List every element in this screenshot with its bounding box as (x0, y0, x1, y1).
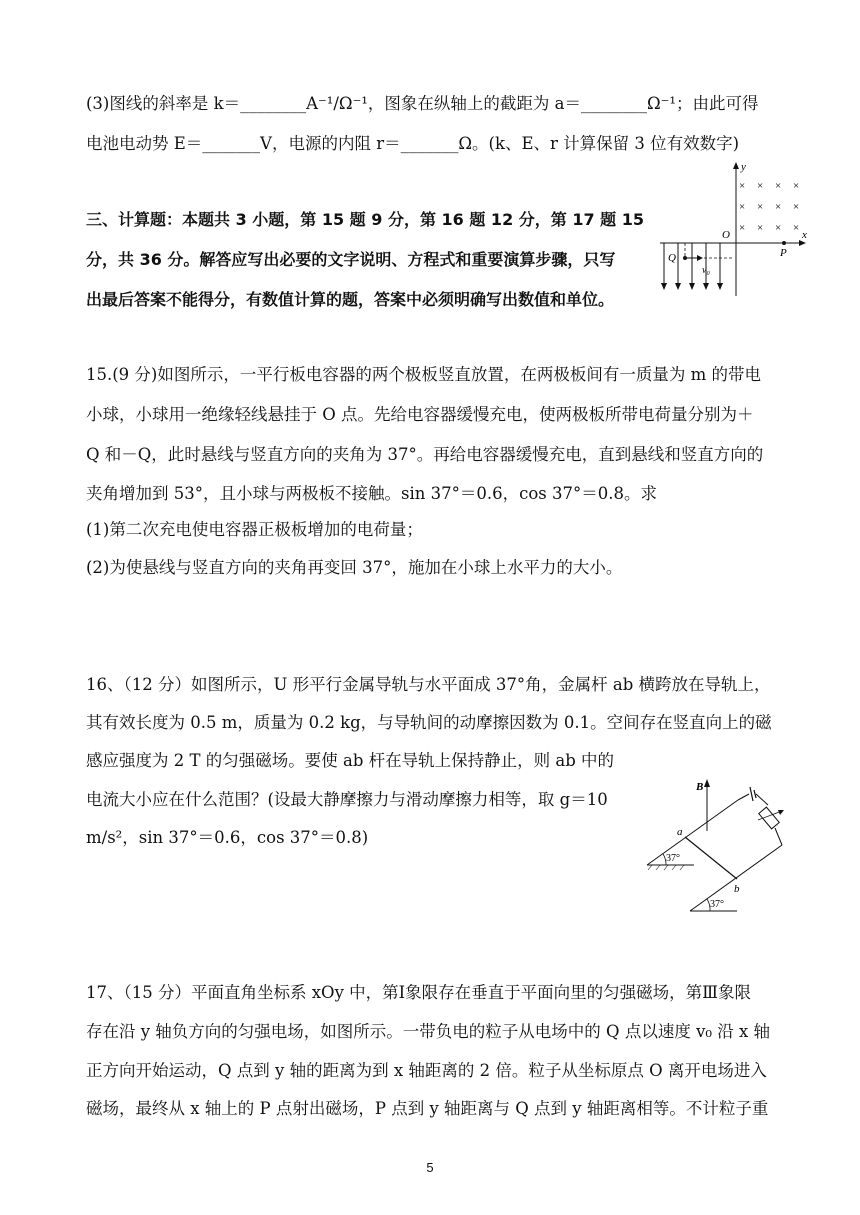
svg-text:×: × (793, 180, 800, 192)
q16-line2: 其有效长度为 0.5 m，质量为 0.2 kg，与导轨间的动摩擦因数为 0.1。空间存在竖直向上的磁 (86, 713, 772, 732)
svg-text:×: × (739, 222, 746, 234)
velocity-label: v₀ (702, 265, 710, 276)
rail-diagram (644, 773, 814, 918)
svg-text:×: × (739, 201, 746, 213)
svg-text:×: × (757, 180, 764, 192)
angle-label-upper: 37° (666, 853, 680, 864)
section3-header-line1: 三、计算题：本题共 3 小题，第 15 题 9 分，第 16 题 12 分，第 17 题 15 (86, 210, 645, 229)
svg-text:×: × (775, 201, 782, 213)
point-q-label: Q (668, 252, 676, 264)
q16-line5: m/s²，sin 37°＝0.6，cos 37°＝0.8) (86, 828, 369, 847)
q17-line2: 存在沿 y 轴负方向的匀强电场，如图所示。一带负电的粒子从电场中的 Q 点以速度 v₀ 沿 x 轴 (86, 1022, 771, 1041)
point-p (782, 241, 786, 245)
q15-line6: (2)为使悬线与竖直方向的夹角再变回 37°，施加在小球上水平力的大小。 (86, 558, 623, 577)
magnetic-field-crosses (739, 180, 799, 234)
b-field-label: B (696, 781, 704, 793)
q15-line5: (1)第二次充电使电容器正极板增加的电荷量； (86, 520, 423, 539)
x-axis-label: x (802, 229, 807, 241)
q14-part3-line1: (3)图线的斜率是 k＝________A⁻¹/Ω⁻¹，图象在纵轴上的截距为 a＝________Ω⁻¹；由此可得 (86, 94, 759, 113)
origin-label: O (722, 229, 730, 241)
rod-end-b-label: b (734, 883, 740, 895)
svg-text:×: × (793, 222, 800, 234)
q16-line1: 16、（12 分）如图所示，U 形平行金属导轨与水平面成 37°角，金属杆 ab 横跨放在导轨上， (86, 675, 771, 694)
y-axis-label: y (741, 161, 746, 173)
svg-text:×: × (757, 222, 764, 234)
svg-text:×: × (793, 201, 800, 213)
angle-label-lower: 37° (710, 899, 724, 910)
q17-line1: 17、（15 分）平面直角坐标系 xOy 中，第Ⅰ象限存在垂直于平面向里的匀强磁场，第Ⅲ象限 (86, 983, 752, 1002)
q17-line3: 正方向开始运动，Q 点到 y 轴的距离为到 x 轴距离的 2 倍。粒子从坐标原点 O 离开电场进入 (86, 1061, 767, 1080)
q15-line1: 15.(9 分)如图所示，一平行板电容器的两个极板竖直放置，在两极板间有一质量为 m 的带电 (86, 365, 761, 384)
rod-ab (685, 837, 737, 879)
section3-header-line3: 出最后答案不能得分，有数值计算的题，答案中必须明确写出数值和单位。 (86, 290, 615, 309)
svg-text:×: × (757, 201, 764, 213)
q16-line3: 感应强度为 2 T 的匀强磁场。要使 ab 杆在导轨上保持静止，则 ab 中的 (86, 751, 615, 770)
q15-line4: 夹角增加到 53°，且小球与两极板不接触。sin 37°＝0.6，cos 37°＝0.8。求 (86, 484, 657, 503)
q16-line4: 电流大小应在什么范围？(设最大静摩擦力与滑动摩擦力相等，取 g＝10 (86, 790, 608, 809)
electric-field-lines (664, 243, 720, 286)
field-diagram (656, 158, 816, 298)
point-p-label: P (780, 247, 787, 259)
svg-text:×: × (739, 180, 746, 192)
page-number: 5 (426, 1160, 434, 1175)
q15-line3: Q 和－Q，此时悬线与竖直方向的夹角为 37°。再给电容器缓慢充电，直到悬线和竖直方向的 (86, 445, 764, 464)
section3-header-line2: 分，共 36 分。解答应写出必要的文字说明、方程式和重要演算步骤，只写 (86, 250, 616, 269)
q15-line2: 小球，小球用一绝缘轻线悬挂于 O 点。先给电容器缓慢充电，使两极板所带电荷量分别为＋ (86, 405, 754, 424)
svg-text:×: × (775, 222, 782, 234)
q17-line4: 磁场，最终从 x 轴上的 P 点射出磁场，P 点到 y 轴距离与 Q 点到 y 轴距离相等。不计粒子重 (86, 1099, 769, 1118)
rod-end-a-label: a (677, 826, 683, 838)
svg-text:×: × (775, 180, 782, 192)
q14-part3-line2: 电池电动势 E＝_______V，电源的内阻 r＝_______Ω。(k、E、r 计算保留 3 位有效数字) (86, 134, 740, 153)
